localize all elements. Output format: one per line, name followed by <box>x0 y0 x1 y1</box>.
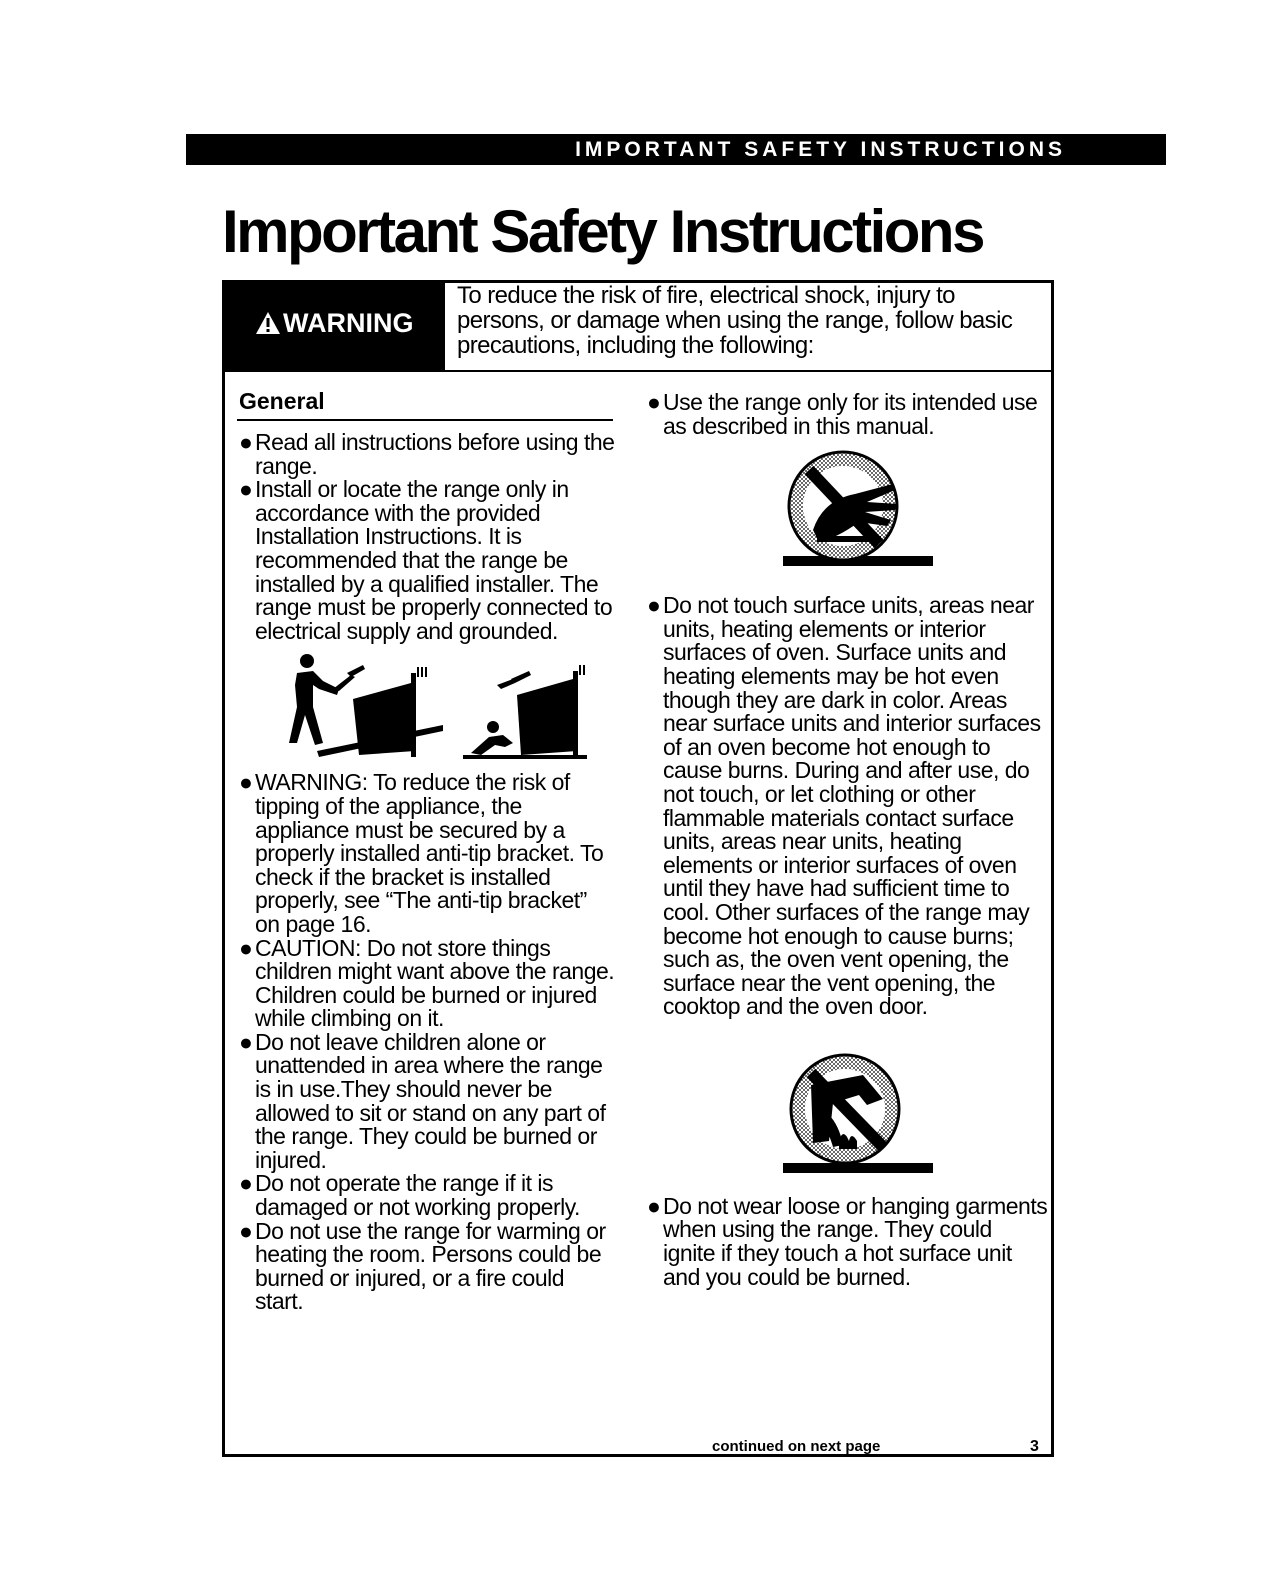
bullet: ● <box>239 934 253 961</box>
continued-note: continued on next page <box>712 1438 881 1455</box>
bullet: ● <box>239 429 253 455</box>
warning-label-text: WARNING <box>283 308 414 338</box>
bullet: ● <box>239 476 253 503</box>
bullet: ● <box>239 769 253 796</box>
warning-text: To reduce the risk of fire, electrical shock, injury to persons, or damage when using the range, follow basic precautions, including the following: <box>457 282 1013 359</box>
bullet: ● <box>647 592 661 619</box>
bullet: ● <box>239 1217 253 1244</box>
bullet: ● <box>647 389 661 415</box>
list-item: ● Do not use the range for warming or heating the room. Persons could be burned or injured, or a fire could start. <box>239 1217 606 1315</box>
list-item: ● Do not leave children alone or unattended in area where the range is in use.They should never be allowed to sit or stand on any part of the range. They could be burned or injured. <box>239 1028 606 1173</box>
page-number: 3 <box>1030 1438 1039 1455</box>
list-item: ● Do not touch surface units, areas near units, heating elements or interior surfaces of oven. Surface units and heating elements may be hot even though they are dark in color. Areas near surface units and interior surfaces of an oven become hot enough to cause burns. During and after use, do not touch, or let clothing or other flammable materials contact surface units, areas near units, heating elements or interior surfaces of oven until they have had sufficient time to cool. Other surfaces of the range may become hot enough to cause burns; such as, the oven vent opening, the surface near the vent opening, the cooktop and the oven door. <box>647 592 1041 1020</box>
list-item: ● Do not operate the range if it is damaged or not working properly. <box>239 1170 580 1221</box>
list-item: ● Use the range only for its intended use as described in this manual. <box>647 389 1038 439</box>
warning-triangle-icon <box>255 311 281 335</box>
list-item: ● Install or locate the range only in accordance with the provided Installation Instructions. It is recommended that the range be installed by a qualified installer. The range must be properly connected to electrical supply and grounded. <box>239 476 613 644</box>
section-rule <box>237 419 613 421</box>
no-touch-hot-surface-icon <box>763 444 1049 582</box>
bullet: ● <box>239 1170 253 1197</box>
list-item: ● Do not wear loose or hanging garments when using the range. They could ignite if they touch a hot surface unit and you could be burned. <box>647 1192 1048 1290</box>
page-title: Important Safety Instructions <box>222 198 983 265</box>
header-tab-corner <box>1150 134 1166 165</box>
safety-box <box>222 280 1054 1457</box>
anti-tip-warning-illustration <box>267 651 617 763</box>
bullet: ● <box>647 1192 661 1219</box>
warning-divider <box>225 370 1051 372</box>
section-title-general: General <box>239 388 325 414</box>
header-bar-text: IMPORTANT SAFETY INSTRUCTIONS <box>575 138 1066 161</box>
warning-block <box>225 283 445 371</box>
right-column <box>645 391 1049 1289</box>
bullet: ● <box>239 1028 253 1055</box>
header-bar <box>186 134 1166 165</box>
list-item: ● CAUTION: Do not store things children might want above the range. Children could be burned or injured while climbing on it. <box>239 934 615 1032</box>
warning-label <box>255 307 414 339</box>
general-column <box>237 387 617 1314</box>
no-loose-garments-icon <box>763 1045 1049 1183</box>
list-item: ● Read all instructions before using the range. <box>239 429 615 479</box>
list-item: ● WARNING: To reduce the risk of tipping of the appliance, the appliance must be secured by a properly installed anti-tip bracket. To check if the bracket is installed properly, see “The anti-tip bracket” on page 16. <box>239 769 604 937</box>
